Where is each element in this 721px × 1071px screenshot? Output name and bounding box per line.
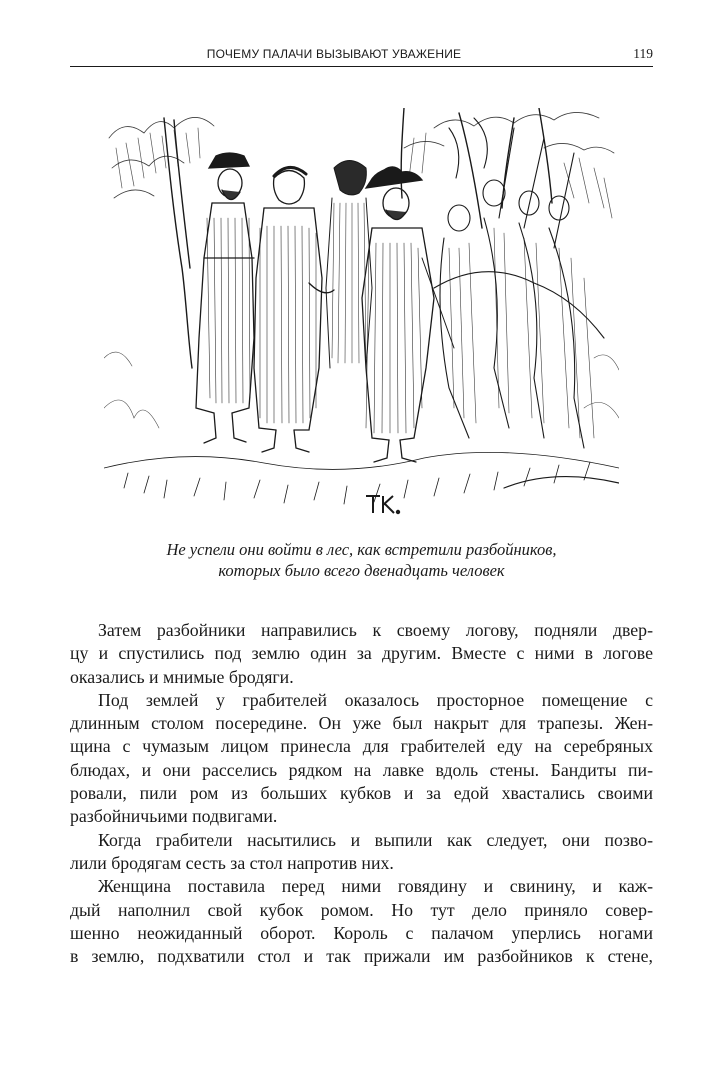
paragraph-line: в землю, подхватили стол и так прижали им разбойников к стене, xyxy=(70,946,653,967)
figure-caption xyxy=(70,539,653,581)
caption-line: которых было всего двенадцать человек xyxy=(218,561,505,580)
artist-monogram xyxy=(366,496,399,513)
paragraph-line: шенно неожиданный оборот. Король с палачом уперлись ногами xyxy=(70,922,653,943)
paragraph-line: цу и спустились под землю один за другим. Вместе с ними в логове xyxy=(70,643,653,664)
paragraph-line: Женщина поставила перед ними говядину и свинину, и каж- xyxy=(98,876,653,897)
paragraph-line: Затем разбойники направились к своему логову, подняли двер- xyxy=(98,620,653,640)
page-number: 119 xyxy=(633,46,653,61)
body-text xyxy=(70,619,653,968)
woodcut-illustration-icon xyxy=(104,108,619,520)
paragraph-line: оказались и мнимые бродяги. xyxy=(70,666,294,687)
paragraph-line: лили бродягам сесть за стол напротив них. xyxy=(70,852,394,873)
paragraph-line: блюдах, и они расселись рядком на лавке вдоль стены. Бандиты пи- xyxy=(70,759,653,780)
paragraph-line: Когда грабители насытились и выпили как следует, они позво- xyxy=(98,829,653,850)
paragraph-line: Под землей у грабителей оказалось просторное помещение с xyxy=(98,689,653,710)
caption-line: Не успели они войти в лес, как встретили разбойников, xyxy=(166,540,557,559)
paragraph-line: длинным столом посередине. Он уже был накрыт для трапезы. Жен- xyxy=(70,713,653,734)
paragraph-line: ровали, пили ром из больших кубков и за едой хвастались своими xyxy=(70,783,653,804)
paragraph-line: щина с чумазым лицом принесла для грабителей еду на серебряных xyxy=(70,736,653,757)
running-header xyxy=(70,44,653,67)
paragraph-line: разбойничьими подвигами. xyxy=(70,806,278,827)
paragraph-line: дый наполнил свой кубок ромом. Но тут дело приняло совер- xyxy=(70,899,653,920)
running-title: ПОЧЕМУ ПАЛАЧИ ВЫЗЫВАЮТ УВАЖЕНИЕ xyxy=(206,47,462,61)
